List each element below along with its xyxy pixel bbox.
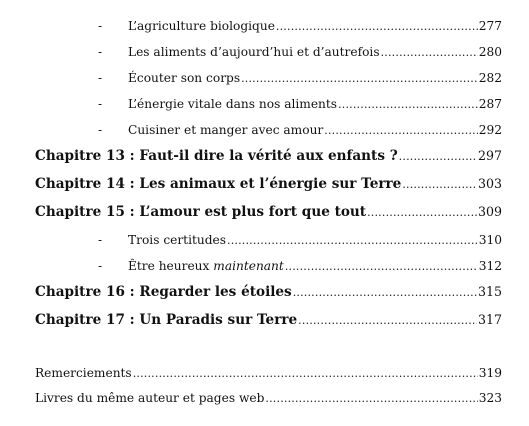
toc-entry-title: Écouter son corps — [128, 71, 241, 85]
toc-entry-page: 323 — [478, 391, 502, 405]
toc-entry — [35, 391, 502, 405]
toc-entry-page: 292 — [478, 123, 502, 137]
toc-entry-page: 312 — [478, 259, 502, 273]
toc-entry-title: L’agriculture biologique — [128, 19, 275, 33]
toc-chapter-title: Chapitre 16 : Regarder les étoiles — [35, 284, 292, 300]
toc-entry-page: 319 — [478, 366, 502, 380]
toc-entry-title: Les aliments d’aujourd’hui et d’autrefois — [128, 45, 380, 59]
dot-leader — [285, 260, 478, 273]
dot-leader — [381, 46, 478, 59]
dot-leader — [241, 72, 478, 85]
bullet-dash: - — [98, 123, 103, 137]
toc-entry-title: Trois certitudes — [128, 233, 226, 247]
dot-leader — [402, 178, 477, 191]
toc-chapter — [35, 148, 502, 164]
toc-entry — [98, 45, 502, 59]
toc-entry — [98, 19, 502, 33]
toc-entry-title — [102, 259, 284, 273]
dot-leader — [338, 98, 478, 111]
dot-leader — [227, 234, 478, 247]
toc-chapter-page: 297 — [477, 148, 502, 163]
bullet-dash: - — [98, 45, 103, 59]
dot-leader — [298, 314, 477, 327]
toc-entry-page: 310 — [478, 233, 502, 247]
dot-leader — [324, 124, 477, 137]
toc-chapter-page: 315 — [477, 284, 502, 299]
toc-entry-page: 282 — [478, 71, 502, 85]
toc-entry-page: 280 — [478, 45, 502, 59]
toc-entry-title: Livres du même auteur et pages web — [35, 391, 265, 405]
toc-chapter — [35, 176, 502, 192]
bullet-dash: - — [98, 97, 103, 111]
dot-leader — [293, 286, 477, 299]
toc-chapter — [35, 312, 502, 328]
toc-entry-title: L’énergie vitale dans nos aliments — [128, 97, 338, 111]
toc-chapter-page: 317 — [477, 312, 502, 327]
toc-chapter-page: 309 — [477, 204, 502, 219]
dot-leader — [367, 206, 477, 219]
toc-entry-page: 287 — [478, 97, 502, 111]
toc-entry-title-italic: maintenant — [213, 259, 284, 273]
toc-entry-title: Cuisiner et manger avec amour — [128, 123, 324, 137]
bullet-dash: - — [98, 19, 103, 33]
toc-chapter-title: Chapitre 13 : Faut-il dire la vérité aux enfants ? — [35, 148, 398, 164]
toc-entry-title: Remerciements — [35, 366, 132, 380]
toc-chapter-page: 303 — [477, 176, 502, 191]
toc-entry — [98, 123, 502, 137]
toc-entry-page: 277 — [478, 19, 502, 33]
toc-chapter-title: Chapitre 15 : L’amour est plus fort que tout — [35, 204, 367, 220]
bullet-dash: - — [98, 233, 103, 247]
toc-entry-title-text: Être heureux — [128, 259, 214, 273]
dot-leader — [399, 150, 477, 163]
toc-chapter-title: Chapitre 14 : Les animaux et l’énergie sur Terre — [35, 176, 402, 192]
toc-entry — [98, 259, 502, 273]
bullet-dash: - — [98, 259, 103, 273]
toc-chapter-title: Chapitre 17 : Un Paradis sur Terre — [35, 312, 298, 328]
bullet-dash: - — [98, 71, 103, 85]
toc-entry — [35, 366, 502, 380]
dot-leader — [265, 392, 477, 405]
dot-leader — [133, 367, 478, 380]
toc-chapter — [35, 204, 502, 220]
toc-chapter — [35, 284, 502, 300]
toc-entry — [98, 71, 502, 85]
toc-entry — [98, 97, 502, 111]
dot-leader — [276, 20, 478, 33]
toc-entry — [98, 233, 502, 247]
